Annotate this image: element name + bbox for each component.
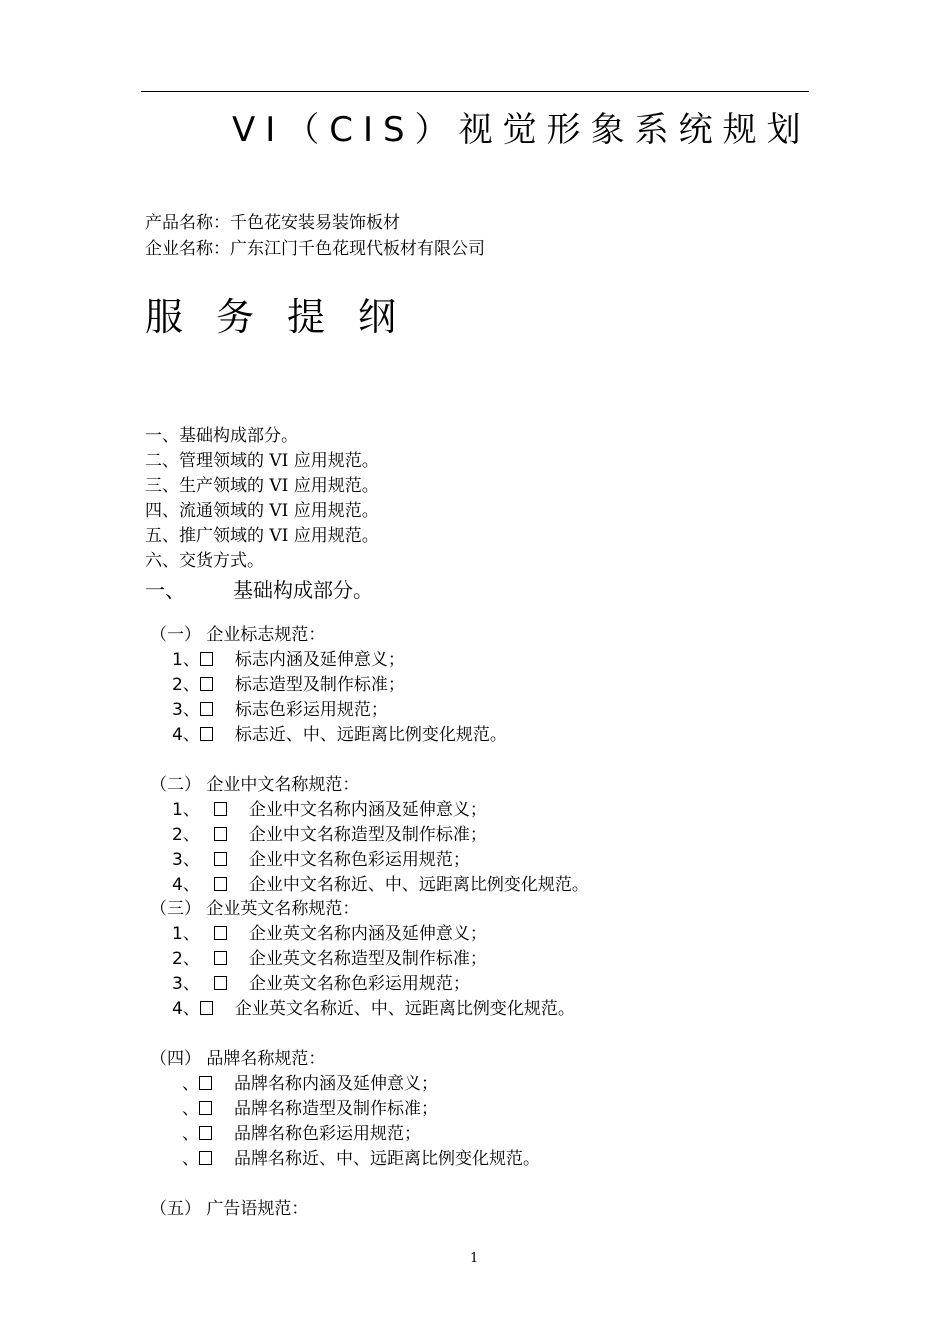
- checkbox-icon: [199, 1126, 212, 1140]
- list-item: 、 品牌名称内涵及延伸意义；: [182, 1074, 438, 1094]
- checkbox-icon: [214, 976, 227, 990]
- checkbox-icon: [214, 852, 227, 866]
- subsection-heading: （二） 企业中文名称规范：: [150, 775, 360, 795]
- list-item: 、 品牌名称近、中、远距离比例变化规范。: [182, 1149, 540, 1169]
- checkbox-icon: [200, 727, 213, 741]
- checkbox-icon: [200, 677, 213, 691]
- subsection-heading: （五） 广告语规范：: [150, 1199, 309, 1219]
- list-item: 4、 标志近、中、远距离比例变化规范。: [172, 725, 507, 745]
- list-item: 3、 标志色彩运用规范；: [172, 700, 388, 720]
- list-item: 1、 企业中文名称内涵及延伸意义；: [172, 800, 487, 820]
- outline-heading: 服务提纲: [145, 295, 430, 339]
- toc-item: 一、基础构成部分。: [145, 426, 298, 446]
- toc-item: 三、生产领域的 VI 应用规范。: [145, 476, 379, 496]
- company-name: 企业名称：广东江门千色花现代板材有限公司: [145, 239, 485, 259]
- list-item: 2、 企业中文名称造型及制作标准；: [172, 825, 487, 845]
- checkbox-icon: [200, 1001, 213, 1015]
- list-item: 2、 标志造型及制作标准；: [172, 675, 405, 695]
- toc-item: 二、管理领域的 VI 应用规范。: [145, 451, 379, 471]
- header-rule: [141, 91, 809, 92]
- list-item: 4、 企业中文名称近、中、远距离比例变化规范。: [172, 875, 589, 895]
- checkbox-icon: [199, 1151, 212, 1165]
- list-item: 、 品牌名称造型及制作标准；: [182, 1099, 438, 1119]
- checkbox-icon: [214, 802, 227, 816]
- list-item: 1、 标志内涵及延伸意义；: [172, 650, 405, 670]
- page-number: 1: [470, 1251, 479, 1266]
- checkbox-icon: [200, 702, 213, 716]
- checkbox-icon: [200, 652, 213, 666]
- toc-item: 五、推广领域的 VI 应用规范。: [145, 526, 379, 546]
- checkbox-icon: [199, 1076, 212, 1090]
- toc-item: 四、流通领域的 VI 应用规范。: [145, 501, 379, 521]
- subsection-heading: （一） 企业标志规范：: [150, 625, 326, 645]
- toc-item: 六、交货方式。: [145, 551, 264, 571]
- checkbox-icon: [199, 1101, 212, 1115]
- section-title: 基础构成部分。: [233, 578, 373, 602]
- list-item: 4、 企业英文名称近、中、远距离比例变化规范。: [172, 999, 575, 1019]
- list-item: 2、 企业英文名称造型及制作标准；: [172, 949, 487, 969]
- checkbox-icon: [214, 951, 227, 965]
- section-heading: [145, 574, 373, 603]
- list-item: 1、 企业英文名称内涵及延伸意义；: [172, 924, 487, 944]
- list-item: 3、 企业中文名称色彩运用规范；: [172, 850, 470, 870]
- document-title: VI（CIS）视觉形象系统规划: [232, 110, 811, 150]
- checkbox-icon: [214, 827, 227, 841]
- checkbox-icon: [214, 926, 227, 940]
- product-name: 产品名称：千色花安装易装饰板材: [145, 213, 400, 233]
- list-item: 3、 企业英文名称色彩运用规范；: [172, 974, 470, 994]
- section-number: 一、: [145, 578, 185, 602]
- subsection-heading: （四） 品牌名称规范：: [150, 1049, 326, 1069]
- list-item: 、 品牌名称色彩运用规范；: [182, 1124, 421, 1144]
- subsection-heading: （三） 企业英文名称规范：: [150, 899, 360, 919]
- checkbox-icon: [214, 877, 227, 891]
